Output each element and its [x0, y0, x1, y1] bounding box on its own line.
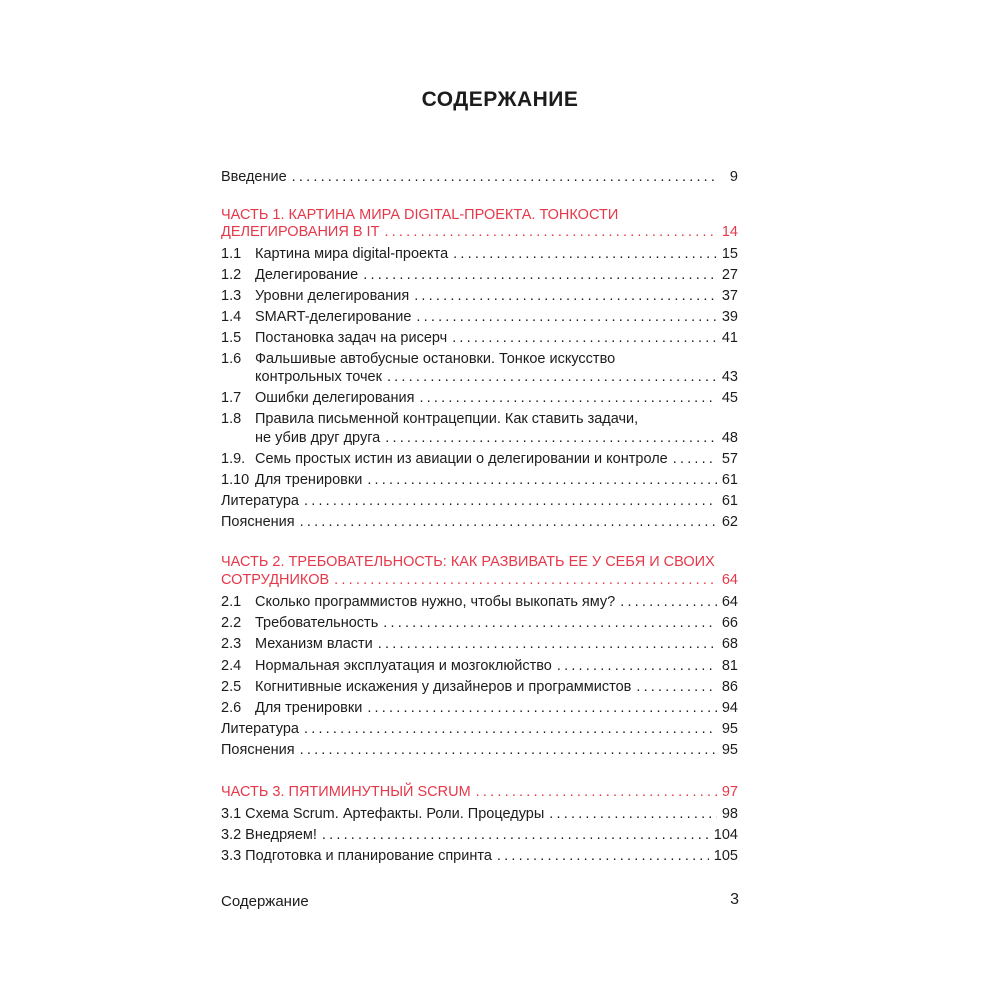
part2-heading-line2: СОТРУДНИКОВ [221, 572, 330, 588]
toc-entry-page: 9 [729, 169, 738, 185]
dot-leader [549, 805, 717, 823]
toc-entry-text: Для тренировки [255, 472, 363, 488]
toc-entry-number: 2.1 [221, 594, 242, 610]
toc-entry-text: 3.3 Подготовка и планирование спринта [221, 848, 492, 864]
part1-heading-line2: ДЕЛЕГИРОВАНИЯ В IT [221, 224, 380, 240]
toc-entry-text: Механизм власти [255, 636, 373, 652]
toc-entry-text: Делегирование [255, 267, 359, 283]
toc-entry-page: 94 [721, 700, 738, 716]
toc-entry-page: 48 [721, 430, 738, 446]
toc-entry-page: 105 [713, 848, 738, 864]
toc-entry-page: 95 [721, 721, 738, 737]
dot-leader [414, 287, 717, 305]
toc-entry-text: SMART-делегирование [255, 309, 412, 325]
toc-entry-text: Пояснения [221, 742, 295, 758]
dot-leader [292, 168, 717, 186]
dot-leader [673, 450, 717, 468]
dot-leader [363, 266, 717, 284]
toc-entry-page: 39 [721, 309, 738, 325]
toc-entry-page: 98 [721, 806, 738, 822]
toc-entry-text: Требовательность [255, 615, 379, 631]
toc-entry-1-6-line1[interactable] [221, 348, 738, 368]
toc-entry-page: 86 [721, 679, 738, 695]
toc-entry-text: Ошибки делегирования [255, 390, 415, 406]
toc-entry-page: 57 [721, 451, 738, 467]
dot-leader [557, 657, 717, 675]
dot-leader [378, 635, 717, 653]
toc-entry-page: 81 [721, 658, 738, 674]
toc-entry-page: 66 [721, 615, 738, 631]
toc-entry-intro[interactable] [221, 166, 738, 186]
dot-leader [367, 699, 717, 717]
dot-leader [636, 678, 717, 696]
dot-leader [620, 593, 717, 611]
toc-entry-text: Введение [221, 169, 287, 185]
toc-entry-number: 1.5 [221, 330, 242, 346]
toc-entry-page: 68 [721, 636, 738, 652]
toc-entry-number: 1.1 [221, 246, 242, 262]
toc-entry-text: Фальшивые автобусные остановки. Тонкое искусство [255, 351, 616, 367]
toc-entry-number: 2.6 [221, 700, 242, 716]
toc-entry-1-10[interactable] [221, 469, 738, 489]
toc-entry-text: 3.1 Схема Scrum. Артефакты. Роли. Процедуры [221, 806, 545, 822]
dot-leader [300, 741, 717, 759]
toc-entry-2-4[interactable] [221, 655, 738, 675]
dot-leader [387, 368, 717, 386]
toc-entry-text: Сколько программистов нужно, чтобы выкопать яму? [255, 594, 616, 610]
toc-entry-page: 61 [721, 472, 738, 488]
toc-entry-text: Литература [221, 493, 299, 509]
toc-entry-text: Уровни делегирования [255, 288, 410, 304]
dot-leader [383, 614, 717, 632]
toc-entry-part1-notes[interactable] [221, 511, 738, 531]
dot-leader [300, 513, 717, 531]
running-footer-title: Содержание [221, 893, 309, 910]
part2-heading[interactable] [221, 569, 738, 589]
toc-entry-number: 1.4 [221, 309, 242, 325]
toc-entry-page: 104 [713, 827, 738, 843]
toc-entry-page: 45 [721, 390, 738, 406]
toc-entry-number: 1.6 [221, 351, 242, 367]
toc-entry-1-5[interactable] [221, 327, 738, 347]
toc-entry-1-3[interactable] [221, 285, 738, 305]
part1-page: 14 [721, 224, 738, 240]
toc-entry-2-5[interactable] [221, 676, 738, 696]
toc-entry-page: 95 [721, 742, 738, 758]
toc-entry-text: Для тренировки [255, 700, 363, 716]
part3-heading-text: ЧАСТЬ 3. ПЯТИМИНУТНЫЙ SCRUM [221, 784, 471, 800]
dot-leader [384, 223, 716, 241]
toc-entry-part2-notes[interactable] [221, 739, 738, 759]
dot-leader [334, 571, 717, 589]
dot-leader [304, 720, 717, 738]
dot-leader [385, 429, 717, 447]
toc-entry-number: 2.2 [221, 615, 242, 631]
part1-heading-line1[interactable]: ЧАСТЬ 1. КАРТИНА МИРА DIGITAL-ПРОЕКТА. ТОНКОСТИ [221, 207, 619, 223]
dot-leader [452, 329, 717, 347]
toc-entry-page: 37 [721, 288, 738, 304]
toc-entry-1-8-line1[interactable] [221, 408, 738, 428]
toc-entry-1-9[interactable] [221, 448, 738, 468]
toc-entry-number: 1.7 [221, 390, 242, 406]
toc-entry-number: 1.3 [221, 288, 242, 304]
dot-leader [497, 847, 709, 865]
toc-entry-number: 1.8 [221, 411, 242, 427]
toc-entry-number: 2.3 [221, 636, 242, 652]
toc-entry-page: 27 [721, 267, 738, 283]
toc-entry-text: Литература [221, 721, 299, 737]
toc-entry-text: Пояснения [221, 514, 295, 530]
toc-entry-text: Семь простых истин из авиации о делегировании и контроле [255, 451, 668, 467]
dot-leader [476, 783, 717, 801]
toc-entry-text: 3.2 Внедряем! [221, 827, 317, 843]
toc-entry-3-3[interactable] [221, 845, 738, 865]
toc-entry-2-1[interactable] [221, 591, 738, 611]
toc-entry-page: 62 [721, 514, 738, 530]
toc-entry-number: 1.2 [221, 267, 242, 283]
toc-entry-page: 61 [721, 493, 738, 509]
part3-page: 97 [721, 784, 738, 800]
toc-entry-page: 43 [721, 369, 738, 385]
toc-entry-number: 1.10 [221, 472, 250, 488]
toc-entry-text: Нормальная эксплуатация и мозгоклюйство [255, 658, 552, 674]
part2-heading-line1[interactable]: ЧАСТЬ 2. ТРЕБОВАТЕЛЬНОСТЬ: КАК РАЗВИВАТЬ ЕЕ У СЕБЯ И СВОИХ [221, 554, 715, 570]
toc-entry-text: Постановка задач на рисерч [255, 330, 448, 346]
toc-entry-text-cont: не убив друг друга [255, 430, 381, 446]
dot-leader [416, 308, 716, 326]
toc-entry-number: 2.5 [221, 679, 242, 695]
toc-entry-2-2[interactable] [221, 612, 738, 632]
toc-entry-text: Когнитивные искажения у дизайнеров и программистов [255, 679, 632, 695]
part3-heading[interactable] [221, 781, 738, 801]
toc-entry-text: Правила письменной контрацепции. Как ставить задачи, [255, 411, 639, 427]
toc-entry-text-cont: контрольных точек [255, 369, 382, 385]
toc-entry-part1-literature[interactable] [221, 490, 738, 510]
toc-entry-1-4[interactable] [221, 306, 738, 326]
dot-leader [322, 826, 709, 844]
toc-entry-1-6[interactable] [221, 366, 738, 386]
toc-entry-page: 64 [721, 594, 738, 610]
toc-entry-2-3[interactable] [221, 633, 738, 653]
page-title: СОДЕРЖАНИЕ [421, 88, 579, 111]
toc-entry-1-8[interactable] [221, 427, 738, 447]
toc-entry-3-2[interactable] [221, 824, 738, 844]
dot-leader [304, 492, 717, 510]
dot-leader [453, 245, 717, 263]
toc-entry-part2-literature[interactable] [221, 718, 738, 738]
toc-entry-text: Картина мира digital-проекта [255, 246, 449, 262]
dot-leader [367, 471, 717, 489]
toc-entry-1-1[interactable] [221, 243, 738, 263]
toc-entry-1-7[interactable] [221, 387, 738, 407]
toc-entry-number: 1.9. [221, 451, 246, 467]
toc-entry-page: 41 [721, 330, 738, 346]
toc-entry-1-2[interactable] [221, 264, 738, 284]
toc-entry-3-1[interactable] [221, 803, 738, 823]
part1-heading[interactable] [221, 221, 738, 241]
toc-entry-page: 15 [721, 246, 738, 262]
page-number: 3 [730, 891, 739, 908]
part2-page: 64 [721, 572, 738, 588]
toc-entry-number: 2.4 [221, 658, 242, 674]
toc-entry-2-6[interactable] [221, 697, 738, 717]
dot-leader [419, 389, 716, 407]
